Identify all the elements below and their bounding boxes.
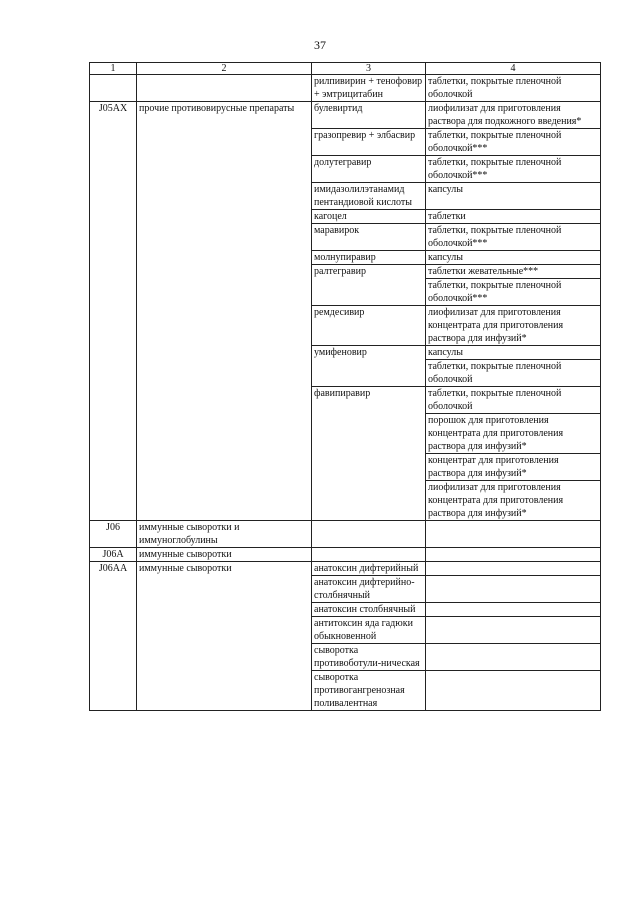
form-cell: таблетки, покрытые пленочной оболочкой	[426, 75, 601, 102]
form-cell: таблетки, покрытые пленочной оболочкой***	[426, 224, 601, 251]
group-cell: прочие противовирусные препараты	[137, 102, 312, 521]
substance-cell: имидазолилэтанамид пентандиовой кислоты	[312, 183, 426, 210]
drug-table	[89, 62, 601, 711]
form-cell: лиофилизат для приготовления концентрата для приготовления раствора для инфузий*	[426, 306, 601, 346]
table-row	[90, 75, 601, 102]
form-cell: таблетки, покрытые пленочной оболочкой***	[426, 279, 601, 306]
form-cell: таблетки, покрытые пленочной оболочкой***	[426, 156, 601, 183]
group-cell: иммунные сыворотки и иммуноглобулины	[137, 521, 312, 548]
substance-cell: фавипиравир	[312, 387, 426, 521]
substance-cell: ралтегравир	[312, 265, 426, 306]
substance-cell: молнупиравир	[312, 251, 426, 265]
page-number: 37	[314, 38, 326, 52]
group-cell: иммунные сыворотки	[137, 548, 312, 562]
table-row	[90, 521, 601, 548]
substance-cell: умифеновир	[312, 346, 426, 387]
table-row	[90, 562, 601, 576]
form-cell: капсулы	[426, 183, 601, 210]
form-cell: таблетки, покрытые пленочной оболочкой***	[426, 129, 601, 156]
form-cell: таблетки жевательные***	[426, 265, 601, 279]
substance-cell: булевиртид	[312, 102, 426, 129]
atc-code-cell: J05AX	[90, 102, 137, 521]
form-cell: концентрат для приготовления раствора для инфузий*	[426, 454, 601, 481]
form-cell: таблетки, покрытые пленочной оболочкой	[426, 360, 601, 387]
substance-cell: рилпивирин + тенофовир + эмтрицитабин	[312, 75, 426, 102]
column-header: 3	[312, 63, 426, 75]
form-cell: таблетки, покрытые пленочной оболочкой	[426, 387, 601, 414]
substance-cell: анатоксин дифтерийно-столбнячный	[312, 576, 426, 603]
column-header: 1	[90, 63, 137, 75]
atc-code-cell: J06	[90, 521, 137, 548]
form-cell: капсулы	[426, 346, 601, 360]
substance-cell: анатоксин дифтерийный	[312, 562, 426, 576]
substance-cell: сыворотка противогангренозная поливалентная	[312, 671, 426, 711]
substance-cell: ремдесивир	[312, 306, 426, 346]
substance-cell: антитоксин яда гадюки обыкновенной	[312, 617, 426, 644]
table-row	[90, 102, 601, 129]
atc-code-cell: J06A	[90, 548, 137, 562]
column-header: 2	[137, 63, 312, 75]
form-cell: таблетки	[426, 210, 601, 224]
column-header: 4	[426, 63, 601, 75]
form-cell: порошок для приготовления концентрата для приготовления раствора для инфузий*	[426, 414, 601, 454]
substance-cell: кагоцел	[312, 210, 426, 224]
group-cell: иммунные сыворотки	[137, 562, 312, 711]
table-header-row	[90, 63, 601, 75]
form-cell: капсулы	[426, 251, 601, 265]
substance-cell: маравирок	[312, 224, 426, 251]
substance-cell: долутегравир	[312, 156, 426, 183]
substance-cell: анатоксин столбнячный	[312, 603, 426, 617]
substance-cell: сыворотка противоботули-ническая	[312, 644, 426, 671]
substance-cell: гразопревир + элбасвир	[312, 129, 426, 156]
atc-code-cell: J06AA	[90, 562, 137, 711]
form-cell: лиофилизат для приготовления концентрата для приготовления раствора для инфузий*	[426, 481, 601, 521]
form-cell: лиофилизат для приготовления раствора для подкожного введения*	[426, 102, 601, 129]
table-row	[90, 548, 601, 562]
